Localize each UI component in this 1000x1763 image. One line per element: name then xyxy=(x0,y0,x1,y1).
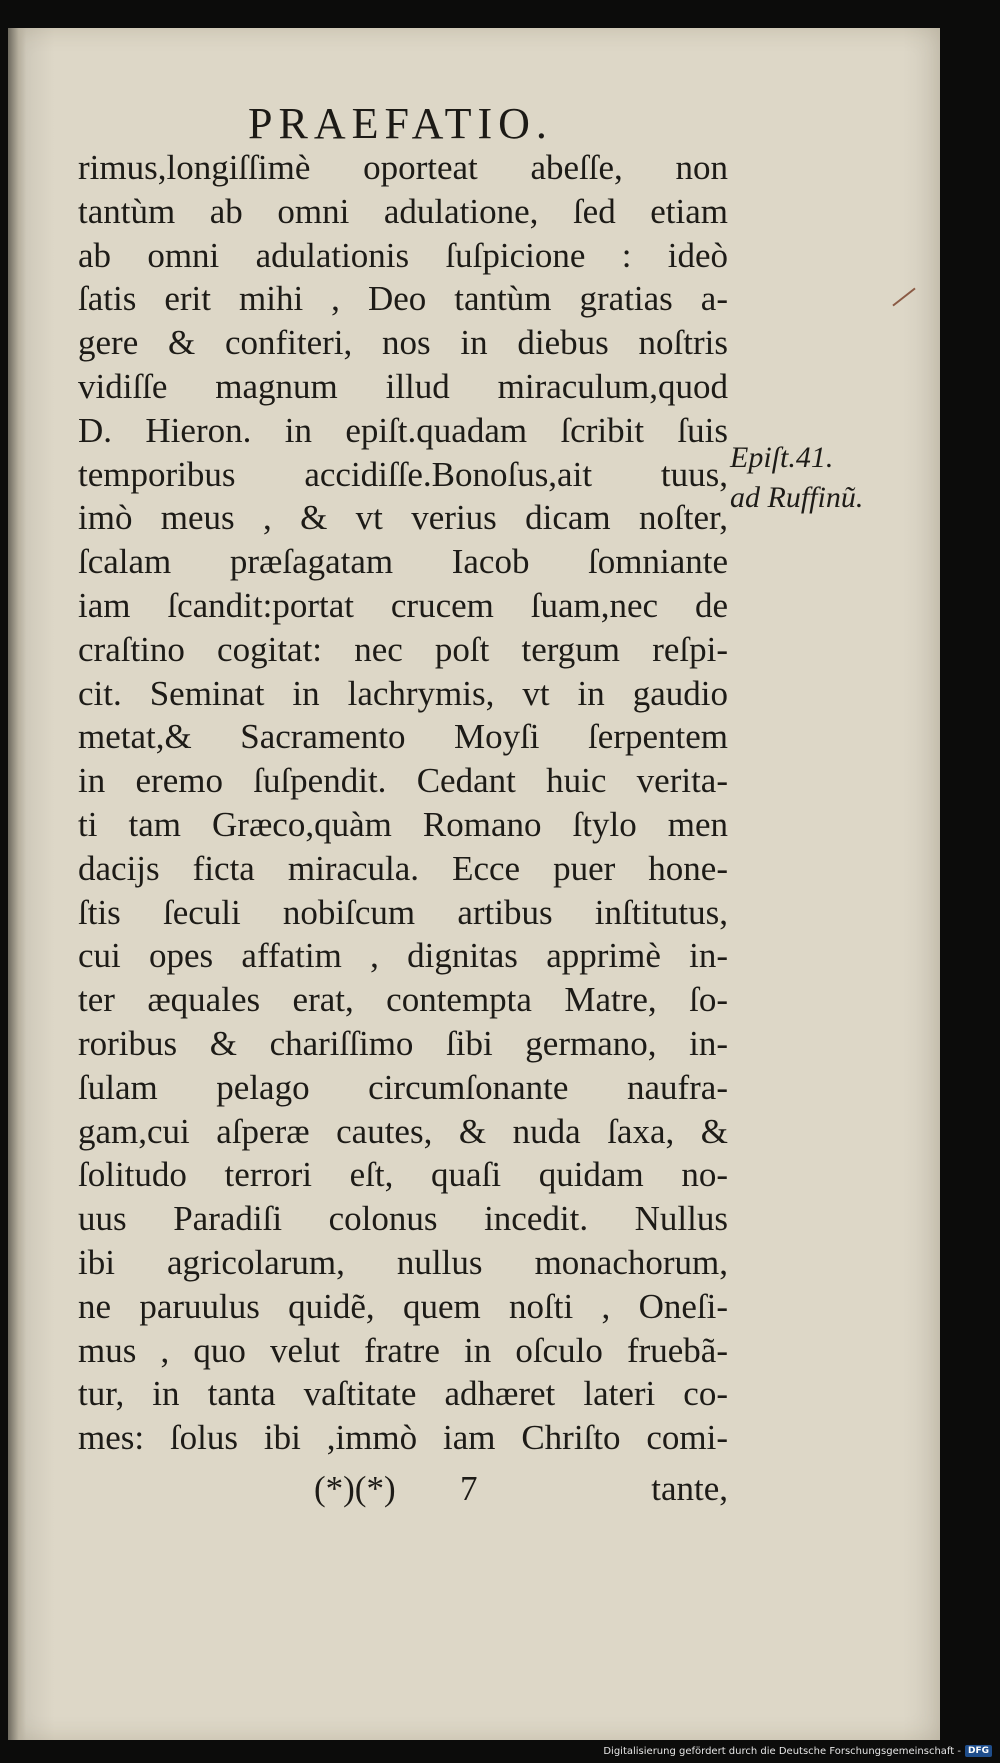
text-line: temporibus accidiſſe.Bonoſus,ait tuus, xyxy=(78,454,728,494)
text-line: ſulam pelago circumſonante naufra- xyxy=(78,1067,728,1107)
text-line: ti tam Græco,quàm Romano ſtylo men xyxy=(78,804,728,844)
text-line: vidiſſe magnum illud miraculum,quod xyxy=(78,366,728,406)
text-line: imò meus , & vt verius dicam noſter, xyxy=(78,498,728,538)
marginal-note-line: ad Ruffinũ. xyxy=(730,481,864,514)
text-line: uus Paradiſi colonus incedit. Nullus xyxy=(78,1199,728,1239)
running-head: PRAEFATIO. xyxy=(248,99,553,148)
folio-number: 7 xyxy=(460,1469,478,1508)
pen-mark xyxy=(892,288,915,307)
text-line: ſcalam præſagatam Iacob ſomniante xyxy=(78,542,728,582)
text-line: ab omni adulationis ſuſpicione : ideò xyxy=(78,235,728,275)
dfg-logo-icon: DFG xyxy=(965,1745,992,1757)
text-line: rimus,longiſſimè oporteat abeſſe, non xyxy=(78,148,728,187)
text-line: ibi agricolarum, nullus monachorum, xyxy=(78,1242,728,1282)
text-line: cit. Seminat in lachrymis, vt in gaudio xyxy=(78,673,728,713)
digitization-credit xyxy=(603,1745,992,1757)
credit-text: Digitalisierung gefördert durch die Deutsche Forschungsgemeinschaft - xyxy=(603,1745,961,1757)
text-line: metat,& Sacramento Moyſi ſerpentem xyxy=(78,717,728,757)
text-line: craſtino cogitat: nec poſt tergum reſpi- xyxy=(78,629,728,669)
page-gutter-shadow xyxy=(8,28,26,1740)
signature-mark: (*)(*) xyxy=(314,1469,396,1508)
text-line: ſatis erit mihi , Deo tantùm gratias a- xyxy=(78,279,728,319)
body-text-block xyxy=(78,146,728,1460)
text-line: mus , quo velut fratre in oſculo fruebã- xyxy=(78,1330,728,1370)
text-line: cui opes affatim , dignitas apprimè in- xyxy=(78,936,728,976)
marginal-note-line: Epiſt.41. xyxy=(730,441,834,474)
text-line: tur, in tanta vaſtitate adhæret lateri co- xyxy=(78,1374,728,1414)
catchword: tante, xyxy=(651,1469,728,1508)
text-line: gam,cui aſperæ cautes, & nuda ſaxa, & xyxy=(78,1111,728,1151)
text-line: D. Hieron. in epiſt.quadam ſcribit ſuis xyxy=(78,410,728,450)
page-footer xyxy=(78,1469,728,1515)
text-line: dacijs ficta miracula. Ecce puer hone- xyxy=(78,848,728,888)
text-line: tantùm ab omni adulatione, ſed etiam xyxy=(78,191,728,231)
text-line: ne paruulus quidẽ, quem noſti , Oneſi- xyxy=(78,1286,728,1326)
marginal-note xyxy=(730,438,930,518)
text-line: in eremo ſuſpendit. Cedant huic verita- xyxy=(78,761,728,801)
book-page xyxy=(8,28,940,1740)
text-line: mes: ſolus ibi ,immò iam Chriſto comi- xyxy=(78,1418,728,1458)
text-line: ter æquales erat, contempta Matre, ſo- xyxy=(78,980,728,1020)
text-line: ſolitudo terrori eſt, quaſi quidam no- xyxy=(78,1155,728,1195)
text-line: iam ſcandit:portat crucem ſuam,nec de xyxy=(78,585,728,625)
text-line: roribus & chariſſimo ſibi germano, in- xyxy=(78,1023,728,1063)
text-line: gere & confiteri, nos in diebus noſtris xyxy=(78,323,728,363)
text-line: ſtis ſeculi nobiſcum artibus inſtitutus, xyxy=(78,892,728,932)
